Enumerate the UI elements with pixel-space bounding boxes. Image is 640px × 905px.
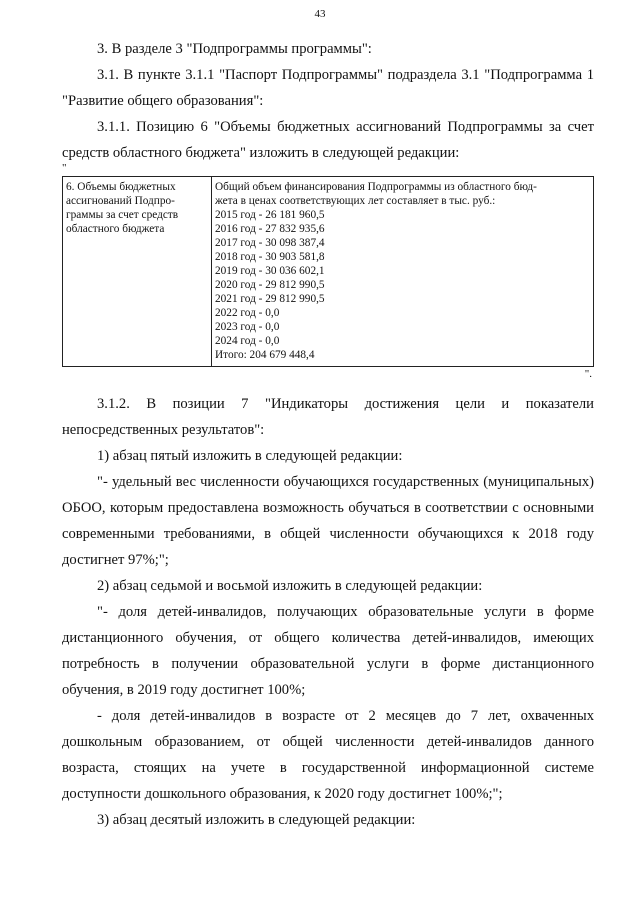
- funding-year-2015: 2015 год - 26 181 960,5: [215, 209, 325, 221]
- paragraph-quote-2a: "- доля детей-инвалидов, получающих образовательные услуги в форме дистанционного обучения, от общего количества детей-инвалидов, имеющих потребность в получении образовательной услуги в форме дистанционного обучения, в 2019 году достигнет 100%;: [62, 604, 594, 698]
- paragraph-subitem-2: 2) абзац седьмой и восьмой изложить в следующей редакции:: [97, 578, 483, 594]
- closing-quote: ".: [584, 368, 592, 380]
- cell-line: Общий объем финансирования Подпрограммы из областного бюд-: [215, 181, 537, 193]
- paragraph-item-3-1-2: 3.1.2. В позиции 7 "Индикаторы достижения цели и показатели непосредственных результатов":: [62, 396, 594, 438]
- table-row: [63, 177, 594, 367]
- funding-year-2018: 2018 год - 30 903 581,8: [215, 251, 325, 263]
- page-number: 43: [314, 8, 326, 20]
- document-body: [62, 36, 594, 833]
- funding-year-2019: 2019 год - 30 036 602,1: [215, 265, 325, 277]
- paragraph-item-3-1: 3.1. В пункте 3.1.1 "Паспорт Подпрограммы" подраздела 3.1 "Подпрограмма 1 "Развитие общего образования":: [62, 67, 594, 109]
- funding-year-2023: 2023 год - 0,0: [215, 321, 280, 333]
- funding-year-2021: 2021 год - 29 812 990,5: [215, 293, 325, 305]
- cell-line: областного бюджета: [66, 223, 165, 235]
- funding-year-2022: 2022 год - 0,0: [215, 307, 280, 319]
- opening-quote: ": [62, 162, 67, 174]
- table-cell-funding: [212, 177, 594, 367]
- paragraph-subitem-1: 1) абзац пятый изложить в следующей редакции:: [97, 448, 403, 464]
- passport-table: [62, 176, 594, 367]
- cell-line: 6. Объемы бюджетных: [66, 181, 176, 193]
- paragraph-quote-1: "- удельный вес численности обучающихся государственных (муниципальных) ОБОО, которым предоставлена возможность обучаться в соответствии с основными современными требованиями, в общей численности обучающихся к 2018 году достигнет 97%;";: [62, 474, 594, 568]
- cell-line: ассигнований Подпро-: [66, 195, 175, 207]
- paragraph-section-3: 3. В разделе 3 "Подпрограммы программы":: [97, 41, 372, 57]
- table-cell-position: [63, 177, 212, 367]
- funding-year-2020: 2020 год - 29 812 990,5: [215, 279, 325, 291]
- funding-year-2017: 2017 год - 30 098 387,4: [215, 237, 325, 249]
- funding-total: Итого: 204 679 448,4: [215, 349, 315, 361]
- funding-year-2024: 2024 год - 0,0: [215, 335, 280, 347]
- paragraph-quote-2b: - доля детей-инвалидов в возрасте от 2 месяцев до 7 лет, охваченных дошкольным образованием, от общей численности детей-инвалидов данного возраста, стоящих на учете в государственной информационной системе доступности дошкольного образования, к 2020 году достигнет 100%;";: [62, 708, 594, 802]
- funding-year-2016: 2016 год - 27 832 935,6: [215, 223, 325, 235]
- cell-line: граммы за счет средств: [66, 209, 179, 221]
- paragraph-item-3-1-1: 3.1.1. Позицию 6 "Объемы бюджетных ассигнований Подпрограммы за счет средств областного бюджета" изложить в следующей редакции:: [62, 119, 594, 161]
- paragraph-subitem-3: 3) абзац десятый изложить в следующей редакции:: [97, 812, 416, 828]
- cell-line: жета в ценах соответствующих лет составляет в тыс. руб.:: [215, 195, 496, 207]
